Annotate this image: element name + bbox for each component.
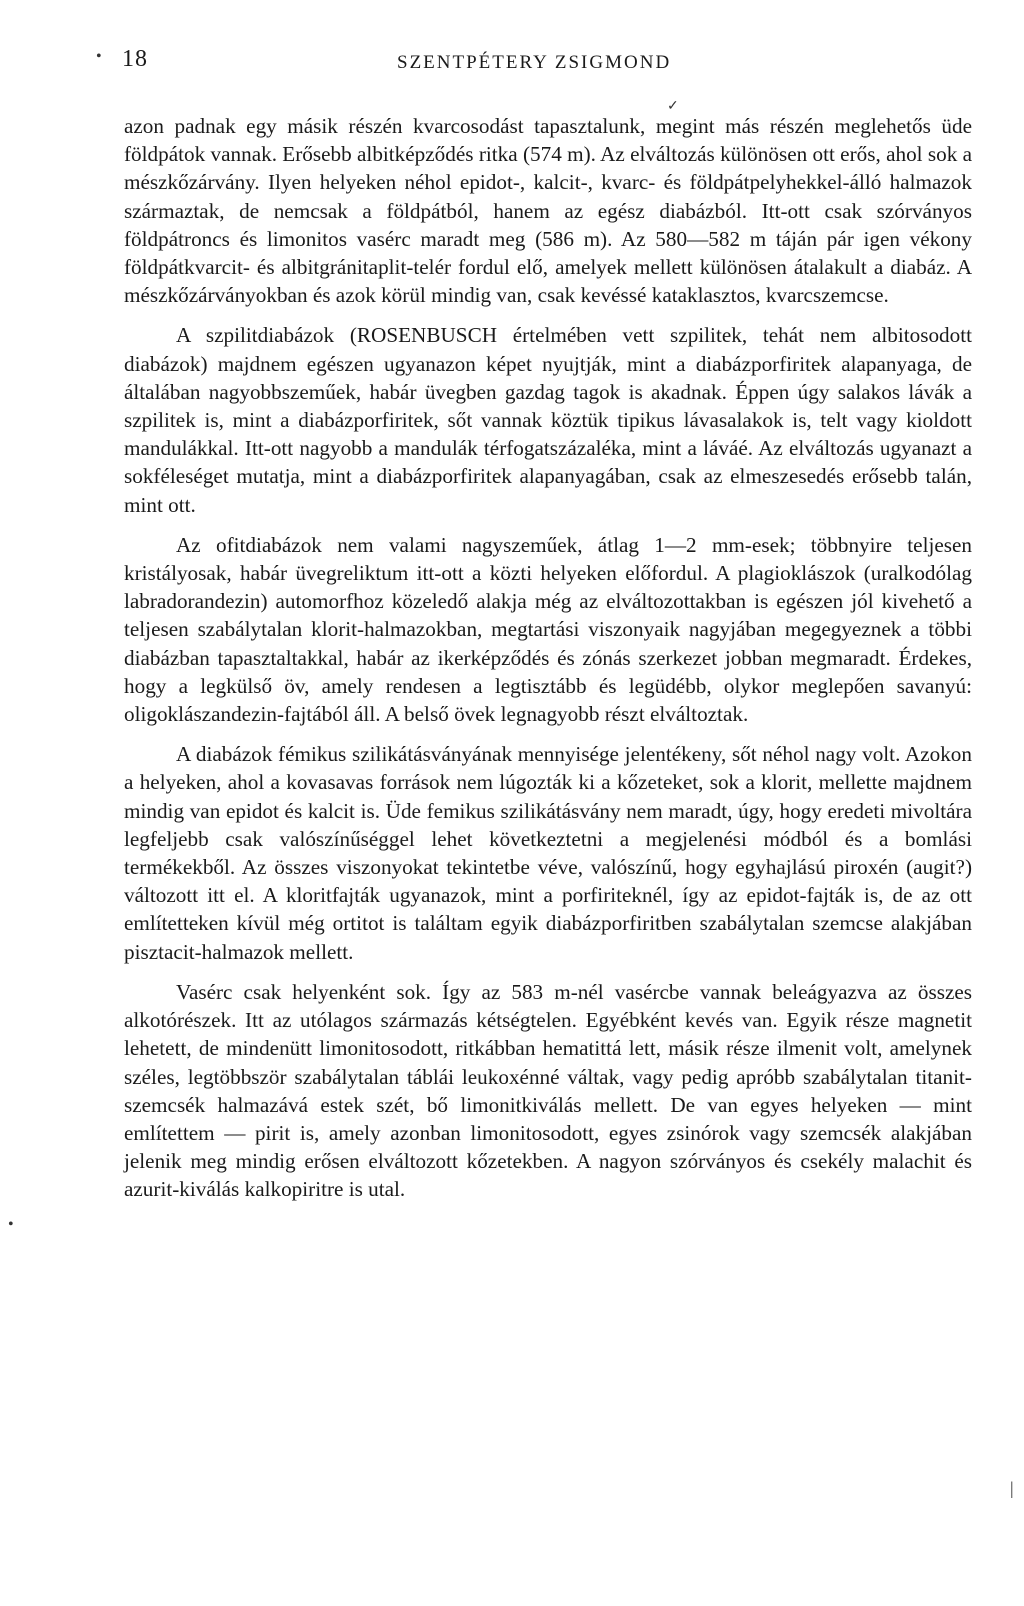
paragraph: Az ofitdiabázok nem valami nagyszeműek, átlag 1—2 mm-esek; többnyire teljesen kristályosak, habár üvegreliktum itt-ott a közti helyeken előfordul. A plagioklászok (uralkodólag labradorandezin) automorfhoz közeledő alakja még az elváltozottakban is egészen jól kivehető a teljesen szabálytalan klorit-halmazokban, megtartási viszonyaik nagyjában megegyeznek a többi diabázban tapasztaltakkal, habár az ikerképződés és zónás szerkezet jobban megmaradt. Érdekes, hogy a legkülső öv, amely rendesen a legtisztább és legüdébb, olykor meglepően savanyú: oligoklászandezin-fajtából áll. A belső övek legnagyobb részt elváltoztak. [124,532,972,727]
pencil-tick-mark: ✓ [667,99,679,114]
margin-bar-mark: | [1010,1478,1014,1498]
page-number: 18 [122,46,148,72]
margin-dot: • [8,1216,14,1233]
margin-dot: • [96,48,102,65]
paragraph: azon padnak egy másik részén kvarcosodást tapasztalunk, megint más részén meglehetős üde földpátok vannak. Erősebb albitképződés ritka (574 m). Az elváltozás különösen ott erős, ahol sok a mészkőzárvány. Ilyen helyeken néhol epidot-, kalcit-, kvarc- és földpátpelyhekkel-álló halmazok származtak, de nemcsak a földpátból, hanem az egész diabázból. Itt-ott csak szórványos földpátroncs és limonitos vasérc maradt meg (586 m). Az 580—582 m táján pár igen vékony földpátkvarcit- és albitgránitaplit-telér fordul elő, amelyek mellett különösen átalakult a diabáz. A mészkőzárványokban és azok körül mindig van, csak kevéssé kataklasztos, kvarcszemcse. [124,114,972,308]
page-header [112,46,812,86]
running-title: SZENTPÉTERY ZSIGMOND [397,52,672,73]
body-text [124,112,972,1204]
paragraph: Vasérc csak helyenként sok. Így az 583 m-nél vasércbe vannak beleágyazva az összes alkotórészek. Itt az utólagos származás kétségtelen. Egyébként kevés van. Egyik része magnetit lehetett, de mindenütt limonitosodott, ritkábban hematittá lett, másik része ilmenit volt, amelynek széles, legtöbbször szabálytalan táblái leukoxénné váltak, vagy pedig apróbb szabálytalan titanit-szemcsék halmazává estek szét, bő limonitkiválás mellett. De van egyes helyeken — mint említettem — pirit is, amely azonban limonitosodott, egyes zsinórok vagy szemcsék alakjában jelenik meg mindig erősen elváltozott kőzetekben. A nagyon szórványos és csekély malachit és azurit-kiválás kalkopiritre is utal. [124,979,972,1202]
paragraph: A szpilitdiabázok (ROSENBUSCH értelmében vett szpilitek, tehát nem albitosodott diabázok) majdnem egészen ugyanazon képet nyujtják, mint a diabázporfiritek alapanyaga, de általában nagyobbszeműek, habár üvegben gazdag tagok is akadnak. Éppen úgy salakos lávák a szpilitek is, mint a diabázporfiritek, sőt vannak köztük tipikus lávasalakok is, telt vagy kioldott mandulákkal. Itt-ott nagyobb a mandulák térfogatszázaléka, mint a láváé. Az elváltozás ugyanazt a sokféleséget mutatja, mint a diabázporfiritek alapanyagában, csak az elmeszesedés erősebb talán, mint ott. [124,323,972,517]
paragraph: A diabázok fémikus szilikátásványának mennyisége jelentékeny, sőt néhol nagy volt. Azokon a helyeken, ahol a kovasavas források nem lúgozták ki a kőzeteket, sok a klorit, mellette majdnem mindig van epidot és kalcit is. Üde femikus szilikátásvány nem maradt, úgy, hogy eredeti mivoltára legfeljebb csak valószínűséggel lehet következtetni a megjelenési módból és a bomlási termékekből. Az összes viszonyokat tekintetbe véve, valószínű, hogy egyhajlású piroxén (augit?) változott itt el. A kloritfajták ugyanazok, mint a porfiriteknél, így az epidot-fajták is, de az ott említetteken kívül még ortitot is találtam egyik diabázporfiritben szabálytalan szemcse alakjában pisztacit-halmazok mellett. [124,742,972,964]
